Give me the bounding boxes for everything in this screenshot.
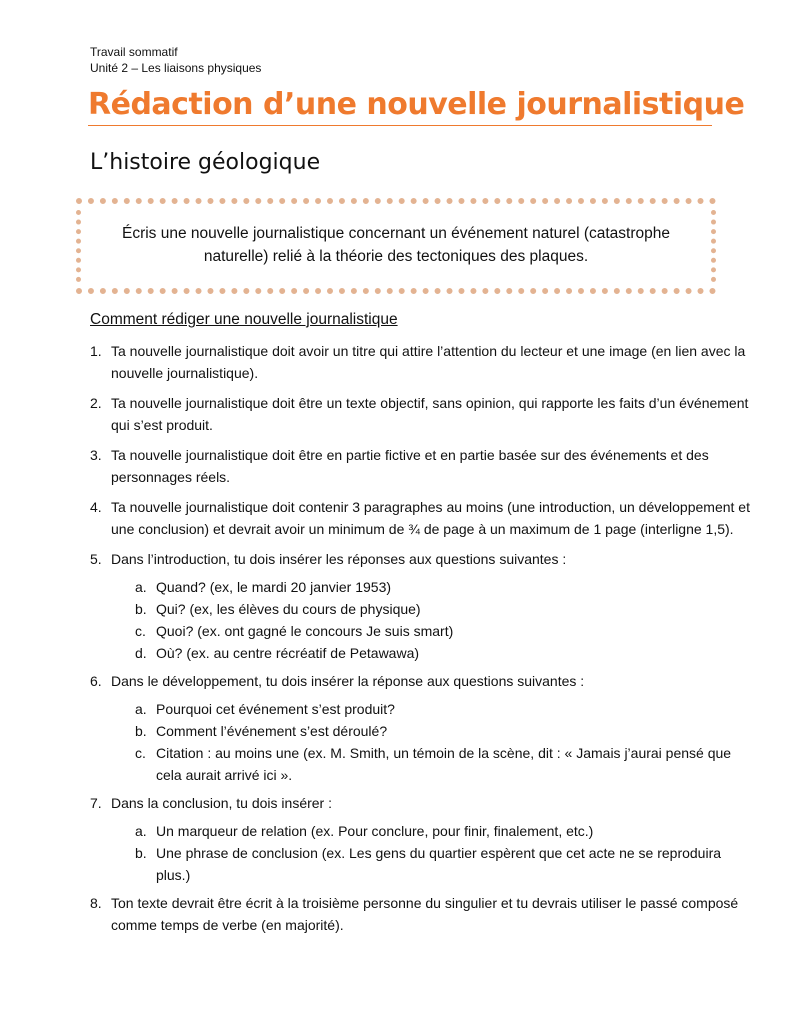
section-heading: Comment rédiger une nouvelle journalistique bbox=[90, 311, 398, 328]
list-item bbox=[90, 392, 750, 436]
list-item bbox=[90, 444, 750, 488]
sub-list-item bbox=[135, 842, 750, 886]
instruction-box bbox=[76, 198, 716, 294]
sub-list bbox=[135, 698, 750, 786]
sub-list-item bbox=[135, 620, 750, 642]
sub-item-text: Comment l’événement s’est déroulé? bbox=[156, 723, 388, 739]
unit-label: Unité 2 – Les liaisons physiques bbox=[90, 61, 262, 75]
item-text: Dans le développement, tu dois insérer la réponse aux questions suivantes : bbox=[111, 673, 585, 689]
page-subtitle: L’histoire géologique bbox=[90, 150, 321, 175]
sub-list-item bbox=[135, 742, 750, 786]
title-underline bbox=[88, 125, 712, 126]
sub-list-item bbox=[135, 576, 750, 598]
page-title: Rédaction d’une nouvelle journalistique bbox=[88, 87, 745, 122]
sub-item-letter: d. bbox=[135, 645, 147, 661]
item-number: 6. bbox=[90, 673, 102, 689]
sub-item-text: Une phrase de conclusion (ex. Les gens du quartier espèrent que cet acte ne se reproduira plus.) bbox=[156, 845, 722, 883]
item-number: 2. bbox=[90, 395, 102, 411]
sub-list bbox=[135, 576, 750, 664]
list-item bbox=[90, 340, 750, 384]
item-text: Ton texte devrait être écrit à la troisième personne du singulier et tu devrais utiliser le passé composé comme temps de verbe (en majorité). bbox=[111, 895, 739, 933]
item-number: 7. bbox=[90, 795, 102, 811]
item-text: Ta nouvelle journalistique doit avoir un titre qui attire l’attention du lecteur et une image (en lien avec la nouvelle journalistique). bbox=[111, 343, 746, 381]
sub-list-item bbox=[135, 720, 750, 742]
sub-list-item bbox=[135, 698, 750, 720]
list-item bbox=[90, 548, 750, 664]
item-text: Ta nouvelle journalistique doit être en partie fictive et en partie basée sur des événements et des personnages réels. bbox=[111, 447, 709, 485]
instructions-list bbox=[90, 340, 750, 944]
item-number: 3. bbox=[90, 447, 102, 463]
item-text: Ta nouvelle journalistique doit contenir 3 paragraphes au moins (une introduction, un développement et une conclusion) et devrait avoir un minimum de ¾ de page à un maximum de 1 page (interligne 1,5). bbox=[111, 499, 750, 537]
sub-item-letter: a. bbox=[135, 701, 147, 717]
item-number: 4. bbox=[90, 499, 102, 515]
list-item bbox=[90, 670, 750, 786]
sub-item-letter: c. bbox=[135, 623, 146, 639]
sub-item-letter: c. bbox=[135, 745, 146, 761]
list-item bbox=[90, 892, 750, 936]
sub-item-text: Où? (ex. au centre récréatif de Petawawa) bbox=[156, 645, 420, 661]
sub-item-text: Citation : au moins une (ex. M. Smith, un témoin de la scène, dit : « Jamais j’aurai pensé que cela aurait arrivé ici ». bbox=[156, 745, 732, 783]
sub-list-item bbox=[135, 598, 750, 620]
sub-item-letter: a. bbox=[135, 579, 147, 595]
sub-list-item bbox=[135, 642, 750, 664]
sub-item-text: Quoi? (ex. ont gagné le concours Je suis smart) bbox=[156, 623, 454, 639]
sub-item-text: Un marqueur de relation (ex. Pour conclure, pour finir, finalement, etc.) bbox=[156, 823, 594, 839]
sub-item-text: Quand? (ex, le mardi 20 janvier 1953) bbox=[156, 579, 392, 595]
sub-item-letter: b. bbox=[135, 723, 147, 739]
sub-item-text: Qui? (ex, les élèves du cours de physique) bbox=[156, 601, 421, 617]
sub-item-letter: a. bbox=[135, 823, 147, 839]
item-number: 5. bbox=[90, 551, 102, 567]
sub-item-letter: b. bbox=[135, 601, 147, 617]
item-number: 8. bbox=[90, 895, 102, 911]
sub-list-item bbox=[135, 820, 750, 842]
item-text: Ta nouvelle journalistique doit être un texte objectif, sans opinion, qui rapporte les faits d’un événement qui s’est produit. bbox=[111, 395, 749, 433]
item-text: Dans la conclusion, tu dois insérer : bbox=[111, 795, 332, 811]
sub-item-letter: b. bbox=[135, 845, 147, 861]
instruction-text: Écris une nouvelle journalistique concernant un événement naturel (catastrophe naturelle) relié à la théorie des tectoniques des plaques. bbox=[121, 225, 670, 265]
item-number: 1. bbox=[90, 343, 102, 359]
item-text: Dans l’introduction, tu dois insérer les réponses aux questions suivantes : bbox=[111, 551, 567, 567]
sub-list bbox=[135, 820, 750, 886]
list-item bbox=[90, 496, 750, 540]
sub-item-text: Pourquoi cet événement s’est produit? bbox=[156, 701, 395, 717]
course-label: Travail sommatif bbox=[90, 45, 178, 59]
list-item bbox=[90, 792, 750, 886]
